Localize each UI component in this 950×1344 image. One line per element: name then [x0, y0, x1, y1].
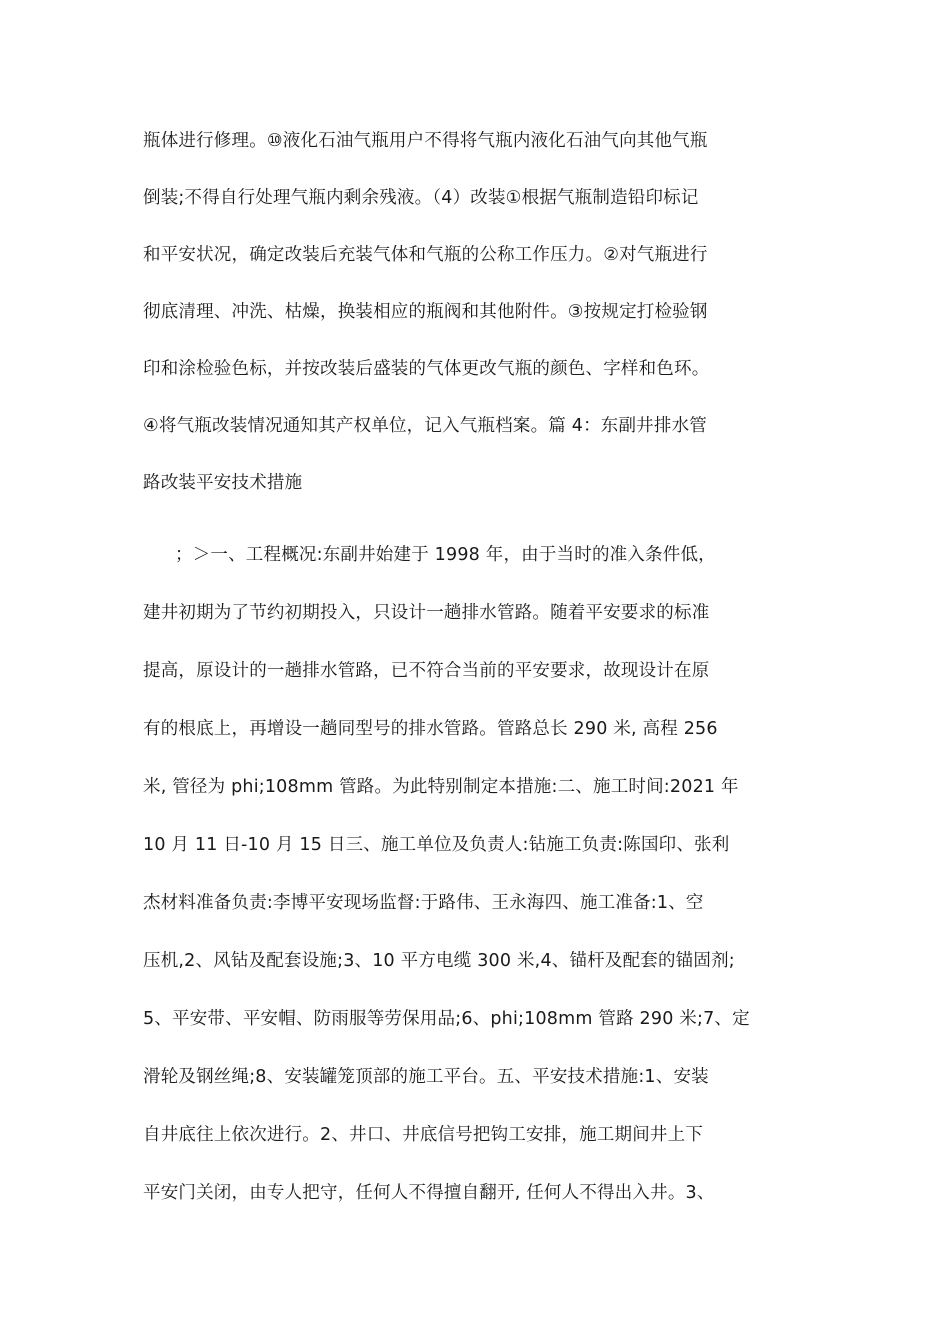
text-line: 倒装;不得自行处理气瓶内剩余残液。（4）改装①根据气瓶制造铅印标记: [143, 188, 699, 208]
text-line: 建井初期为了节约初期投入，只设计一趟排水管路。随着平安要求的标准: [143, 603, 710, 623]
text-line: 印和涂检验色标，并按改装后盛装的气体更改气瓶的颜色、字样和色环。: [143, 359, 710, 379]
text-line: 和平安状况，确定改装后充装气体和气瓶的公称工作压力。②对气瓶进行: [143, 245, 708, 265]
text-line: 瓶体进行修理。⑩液化石油气瓶用户不得将气瓶内液化石油气向其他气瓶: [143, 131, 708, 151]
text-line: 路改装平安技术措施: [143, 473, 303, 493]
text-line: 杰材料准备负责:李博平安现场监督:于路伟、王永海四、施工准备:1、空: [143, 893, 704, 913]
text-line: 有的根底上，再增设一趟同型号的排水管路。管路总长 290 米, 高程 256: [143, 719, 718, 739]
text-line: 彻底清理、冲洗、枯燥，换装相应的瓶阀和其他附件。③按规定打检验钢: [143, 302, 708, 322]
text-line: 提高，原设计的一趟排水管路，已不符合当前的平安要求，故现设计在原: [143, 661, 710, 681]
text-line: 5、平安带、平安帽、防雨服等劳保用品;6、phi;108mm 管路 290 米;7、定: [143, 1009, 750, 1029]
text-line: 滑轮及钢丝绳;8、安装罐笼顶部的施工平台。五、平安技术措施:1、安装: [143, 1067, 709, 1087]
text-line: 米, 管径为 phi;108mm 管路。为此特别制定本措施:二、施工时间:2021 年: [143, 777, 739, 797]
text-line: 压机,2、风钻及配套设施;3、10 平方电缆 300 米,4、锚杆及配套的锚固剂;: [143, 951, 735, 971]
text-line: ④将气瓶改装情况通知其产权单位，记入气瓶档案。篇 4：东副井排水管: [143, 416, 707, 436]
text-line: 自井底往上依次进行。2、井口、井底信号把钩工安排，施工期间井上下: [143, 1125, 704, 1145]
text-line: 10 月 11 日-10 月 15 日三、施工单位及负责人:钻施工负责:陈国印、张利: [143, 835, 730, 855]
text-line: ；＞一、工程概况:东副井始建于 1998 年，由于当时的准入条件低，: [175, 545, 716, 565]
text-line: 平安门关闭，由专人把守，任何人不得擅自翻开, 任何人不得出入井。3、: [143, 1183, 715, 1203]
